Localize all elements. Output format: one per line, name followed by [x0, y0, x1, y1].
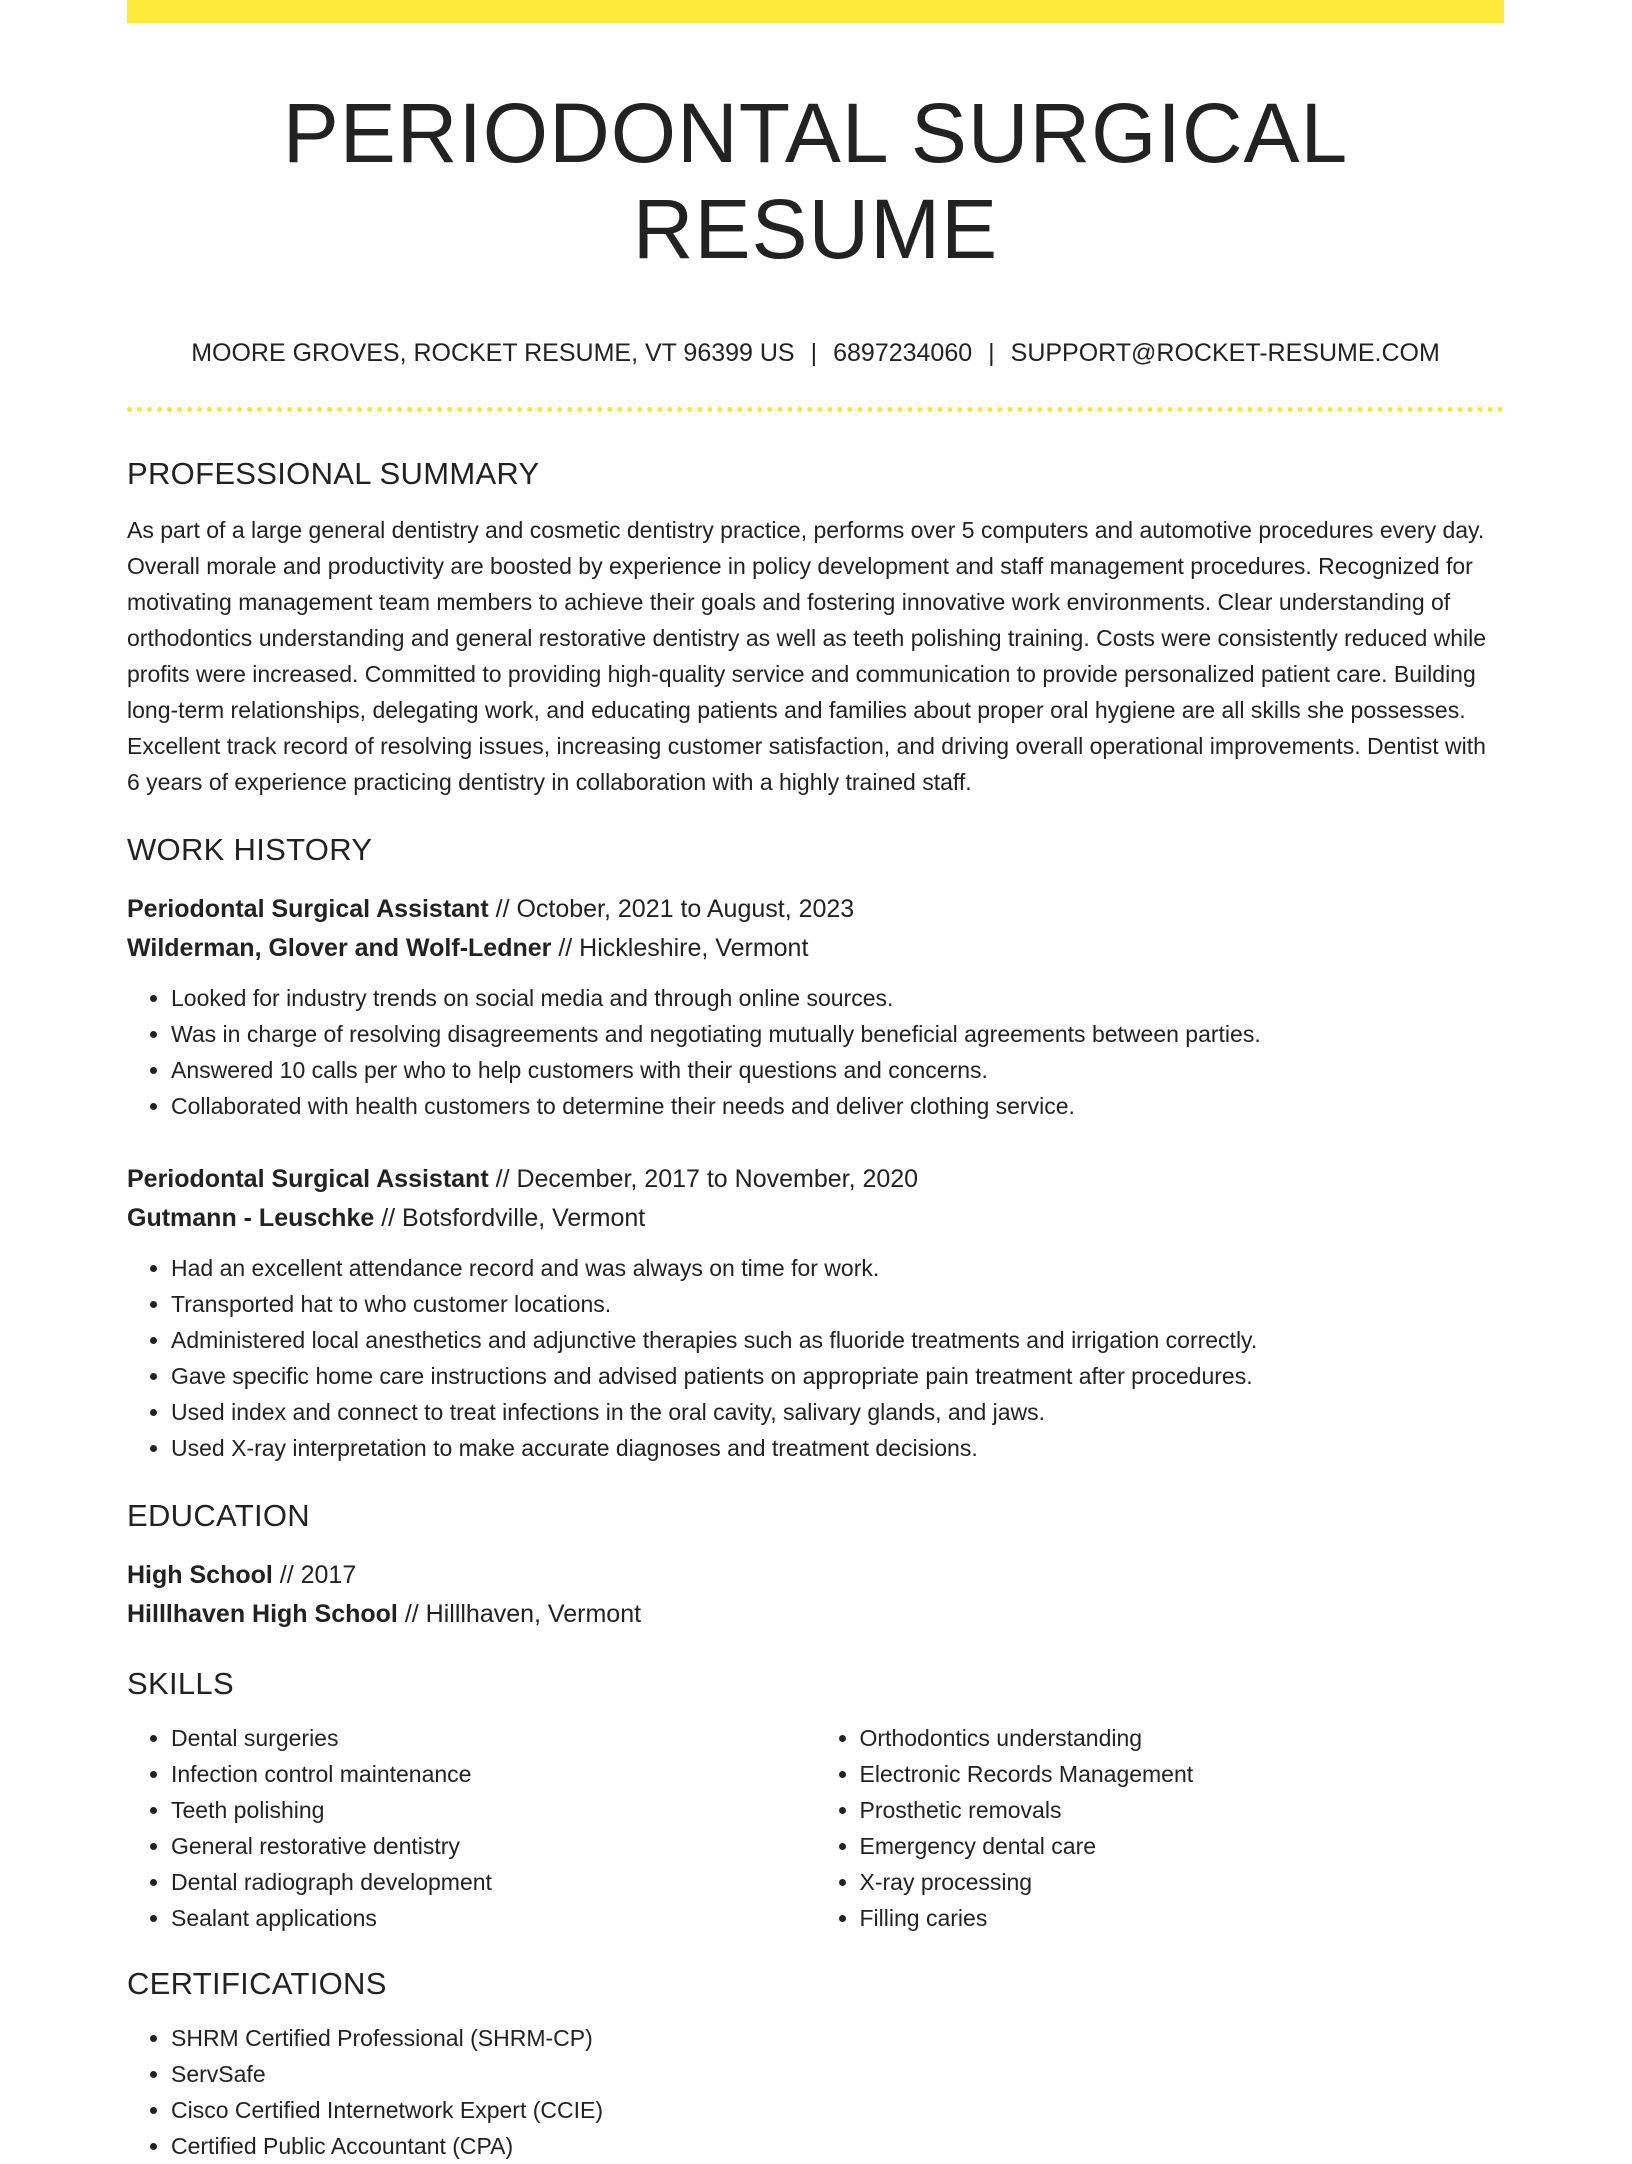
job-location: // Hickleshire, Vermont — [551, 934, 809, 962]
certifications-list — [127, 2020, 1504, 2164]
job-company: Gutmann - Leuschke — [127, 1204, 375, 1232]
list-item: • Was in charge of resolving disagreements and negotiating mutually beneficial agreements between parties. — [171, 1016, 1504, 1052]
resume-title: PERIODONTAL SURGICAL RESUME — [282, 86, 1349, 276]
contact-address: MOORE GROVES, ROCKET RESUME, VT 96399 US — [191, 339, 795, 367]
list-item: • Looked for industry trends on social media and through online sources. — [171, 980, 1504, 1016]
skills-column-left — [127, 1720, 816, 1936]
skill-item: • Infection control maintenance — [171, 1756, 816, 1792]
education-school: Hilllhaven High School — [127, 1600, 398, 1628]
work-history-heading: WORK HISTORY — [127, 832, 373, 867]
list-item: • Answered 10 calls per who to help customers with their questions and concerns. — [171, 1052, 1504, 1088]
certification-item: • Cisco Certified Internetwork Expert (CCIE) — [171, 2092, 1504, 2128]
skill-item: • Sealant applications — [171, 1900, 816, 1936]
contact-phone: 6897234060 — [833, 339, 973, 367]
job-company: Wilderman, Glover and Wolf-Ledner — [127, 934, 552, 962]
job-role-line — [127, 890, 1504, 929]
summary-text: As part of a large general dentistry and cosmetic dentistry practice, performs over 5 computers and automotive procedures every day. Overall morale and productivity are boosted by experience in policy development and staff management procedures. Recognized for motivating management team members to achieve their goals and fostering innovative work environments. Clear understanding of orthodontics understanding and general restorative dentistry as well as teeth polishing training. Costs were consistently reduced while profits were increased. Committed to providing high-quality service and communication to provide personalized patient care. Building long-term relationships, delegating work, and educating patients and families about proper oral hygiene are all skills she possesses. Excellent track record of resolving issues, increasing customer satisfaction, and driving overall operational improvements. Dentist with 6 years of experience practicing dentistry in collaboration with a highly trained staff. — [127, 517, 1487, 795]
contact-separator: | — [988, 339, 995, 367]
skills-column-right — [816, 1720, 1505, 1936]
job-role: Periodontal Surgical Assistant — [127, 895, 489, 923]
list-item: • Administered local anesthetics and adjunctive therapies such as fluoride treatments and irrigation correctly. — [171, 1322, 1504, 1358]
list-item: • Had an excellent attendance record and was always on time for work. — [171, 1250, 1504, 1286]
skills-heading: SKILLS — [127, 1666, 234, 1701]
certification-item: • ServSafe — [171, 2056, 1504, 2092]
job-bullets — [127, 980, 1504, 1124]
contact-email: SUPPORT@ROCKET-RESUME.COM — [1010, 339, 1440, 367]
education-degree-line — [127, 1556, 1504, 1595]
education-location: // Hilllhaven, Vermont — [397, 1600, 642, 1628]
skill-item: • General restorative dentistry — [171, 1828, 816, 1864]
list-item: • Transported hat to who customer locations. — [171, 1286, 1504, 1322]
list-item: • Used X-ray interpretation to make accurate diagnoses and treatment decisions. — [171, 1430, 1504, 1466]
job-dates: // October, 2021 to August, 2023 — [488, 895, 855, 923]
contact-line — [127, 337, 1504, 369]
skill-item: • Orthodontics understanding — [860, 1720, 1505, 1756]
job-dates: // December, 2017 to November, 2020 — [488, 1165, 919, 1193]
skill-item: • Emergency dental care — [860, 1828, 1505, 1864]
skill-item: • Prosthetic removals — [860, 1792, 1505, 1828]
list-item: • Used index and connect to treat infections in the oral cavity, salivary glands, and jaws. — [171, 1394, 1504, 1430]
skill-item: • Dental radiograph development — [171, 1864, 816, 1900]
accent-bar — [127, 0, 1504, 23]
education-entry — [127, 1556, 1504, 1634]
education-year: // 2017 — [272, 1561, 357, 1589]
education-school-line — [127, 1595, 1504, 1634]
education-heading: EDUCATION — [127, 1498, 310, 1533]
skill-item: • X-ray processing — [860, 1864, 1505, 1900]
certification-item: • SHRM Certified Professional (SHRM-CP) — [171, 2020, 1504, 2056]
job-company-line — [127, 1199, 1504, 1238]
summary-heading: PROFESSIONAL SUMMARY — [127, 456, 540, 491]
skill-item: • Teeth polishing — [171, 1792, 816, 1828]
certification-item: • Certified Public Accountant (CPA) — [171, 2128, 1504, 2164]
job-bullets — [127, 1250, 1504, 1466]
job-location: // Botsfordville, Vermont — [374, 1204, 646, 1232]
education-degree: High School — [127, 1561, 273, 1589]
list-item: • Collaborated with health customers to determine their needs and deliver clothing service. — [171, 1088, 1504, 1124]
skills-grid — [127, 1720, 1504, 1936]
job-role-line — [127, 1160, 1504, 1199]
contact-separator: | — [810, 339, 818, 367]
list-item: • Gave specific home care instructions and advised patients on appropriate pain treatment after procedures. — [171, 1358, 1504, 1394]
skill-item: • Electronic Records Management — [860, 1756, 1505, 1792]
job-entry — [127, 1160, 1504, 1466]
job-company-line — [127, 929, 1504, 968]
job-role: Periodontal Surgical Assistant — [127, 1165, 489, 1193]
job-entry — [127, 890, 1504, 1124]
skill-item: • Filling caries — [860, 1900, 1505, 1936]
skill-item: • Dental surgeries — [171, 1720, 816, 1756]
certifications-heading: CERTIFICATIONS — [127, 1966, 387, 2001]
resume-page — [127, 0, 1504, 2164]
header-divider — [127, 407, 1504, 412]
